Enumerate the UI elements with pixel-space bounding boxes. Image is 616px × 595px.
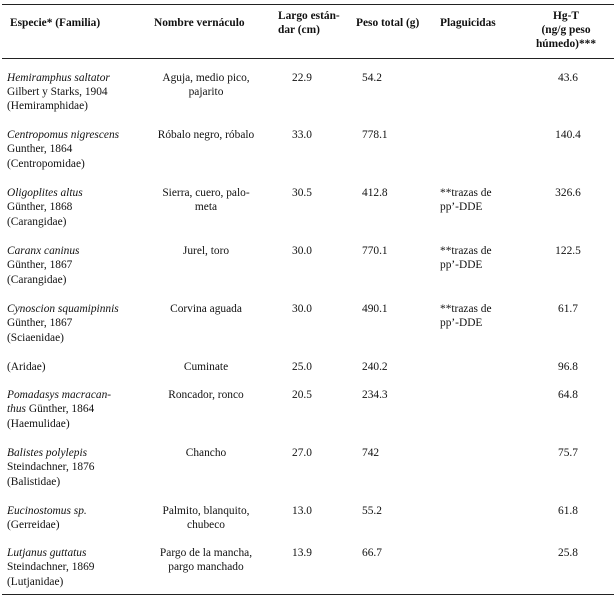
hg-cell: 64.8	[558, 389, 578, 402]
weight-cell: 66.7	[362, 547, 382, 560]
pesticide-cell: **trazas de pp’-DDE	[440, 303, 492, 330]
pesticide-cell	[432, 116, 522, 174]
length-cell: 30.0	[292, 245, 312, 258]
pesticide-cell	[432, 376, 522, 434]
weight-cell: 240.2	[362, 361, 388, 374]
common-name-cell: Róbalo negro, róbalo	[157, 129, 255, 142]
weight-cell: 234.3	[362, 389, 388, 402]
table-row	[2, 58, 614, 116]
hg-cell: 122.5	[555, 245, 581, 258]
hg-cell: 25.8	[558, 547, 578, 560]
header-peso: Peso total (g)	[346, 5, 432, 59]
table-row	[2, 434, 614, 492]
length-cell: 13.9	[292, 547, 312, 560]
pesticide-cell: **trazas de pp’-DDE	[440, 187, 492, 214]
weight-cell: 742	[362, 447, 380, 460]
length-cell: 20.5	[292, 389, 312, 402]
species-table	[2, 4, 614, 595]
table-row	[2, 232, 614, 290]
weight-cell: 770.1	[362, 245, 388, 258]
table-row	[2, 290, 614, 348]
pesticide-cell	[432, 434, 522, 492]
hg-cell: 75.7	[558, 447, 578, 460]
length-cell: 22.9	[292, 71, 312, 84]
hg-cell: 61.7	[558, 303, 578, 316]
weight-cell: 778.1	[362, 129, 388, 142]
weight-cell: 490.1	[362, 303, 388, 316]
pesticide-cell	[432, 348, 522, 376]
species-cell: Centropomus nigrescens Gunther, 1864 (Centropomidae)	[7, 129, 120, 170]
hg-cell: 43.6	[558, 71, 578, 84]
common-name-cell: Sierra, cuero, palo- meta	[162, 187, 250, 214]
species-cell: Cynoscion squamipinnis Günther, 1867 (Sciaenidae)	[7, 303, 119, 344]
length-cell: 30.5	[292, 187, 312, 200]
species-cell: Hemiramphus saltator Gilbert y Starks, 1904 (Hemiramphidae)	[7, 71, 110, 113]
weight-cell: 54.2	[362, 71, 382, 84]
hg-cell: 326.6	[555, 187, 581, 200]
species-cell: Lutjanus guttatus Steindachner, 1869 (Lutjanidae)	[7, 547, 95, 588]
weight-cell: 55.2	[362, 505, 382, 518]
length-cell: 30.0	[292, 303, 312, 316]
table-row	[2, 376, 614, 434]
species-cell: Pomadasys macracan- thus Günther, 1864 (Haemulidae)	[7, 389, 112, 430]
common-name-cell: Corvina aguada	[170, 303, 242, 316]
table-row	[2, 174, 614, 232]
common-name-cell: Jurel, toro	[182, 245, 230, 258]
header-plaguicidas: Plaguicidas	[432, 5, 522, 59]
hg-cell: 61.8	[558, 505, 578, 518]
header-especie: Especie* (Familia)	[2, 5, 144, 59]
weight-cell: 412.8	[362, 187, 388, 200]
pesticide-cell: **trazas de pp’-DDE	[440, 245, 492, 272]
pesticide-cell	[432, 58, 522, 116]
common-name-cell: Aguja, medio pico, pajarito	[162, 71, 250, 98]
header-largo: Largo están- dar (cm)	[268, 5, 346, 59]
species-cell: (Aridae)	[7, 361, 46, 374]
pesticide-cell	[432, 534, 522, 594]
common-name-cell: Roncador, ronco	[168, 389, 244, 402]
length-cell: 13.0	[292, 505, 312, 518]
species-cell: Balistes polylepis Steindachner, 1876 (Balistidae)	[7, 447, 95, 488]
length-cell: 27.0	[292, 447, 312, 460]
common-name-cell: Chancho	[185, 447, 227, 460]
species-cell: Caranx caninus Günther, 1867 (Carangidae)	[7, 245, 80, 286]
species-cell: Eucinostomus sp. (Gerreidae)	[7, 505, 87, 532]
length-cell: 33.0	[292, 129, 312, 142]
table-row	[2, 348, 614, 376]
length-cell: 25.0	[292, 361, 312, 374]
common-name-cell: Palmito, blanquito, chubeco	[162, 505, 250, 532]
species-cell: Oligoplites altus Günther, 1868 (Carangidae)	[7, 187, 83, 228]
table-row	[2, 492, 614, 534]
header-hg: Hg-T (ng/g peso húmedo)***	[522, 5, 614, 59]
hg-cell: 96.8	[558, 361, 578, 374]
header-row	[2, 5, 614, 59]
common-name-cell: Pargo de la mancha, pargo manchado	[159, 547, 253, 574]
pesticide-cell	[432, 492, 522, 534]
table-row	[2, 534, 614, 594]
table-row	[2, 116, 614, 174]
header-nombre: Nombre vernáculo	[144, 5, 268, 59]
hg-cell: 140.4	[555, 129, 581, 142]
common-name-cell: Cuminate	[183, 361, 229, 374]
